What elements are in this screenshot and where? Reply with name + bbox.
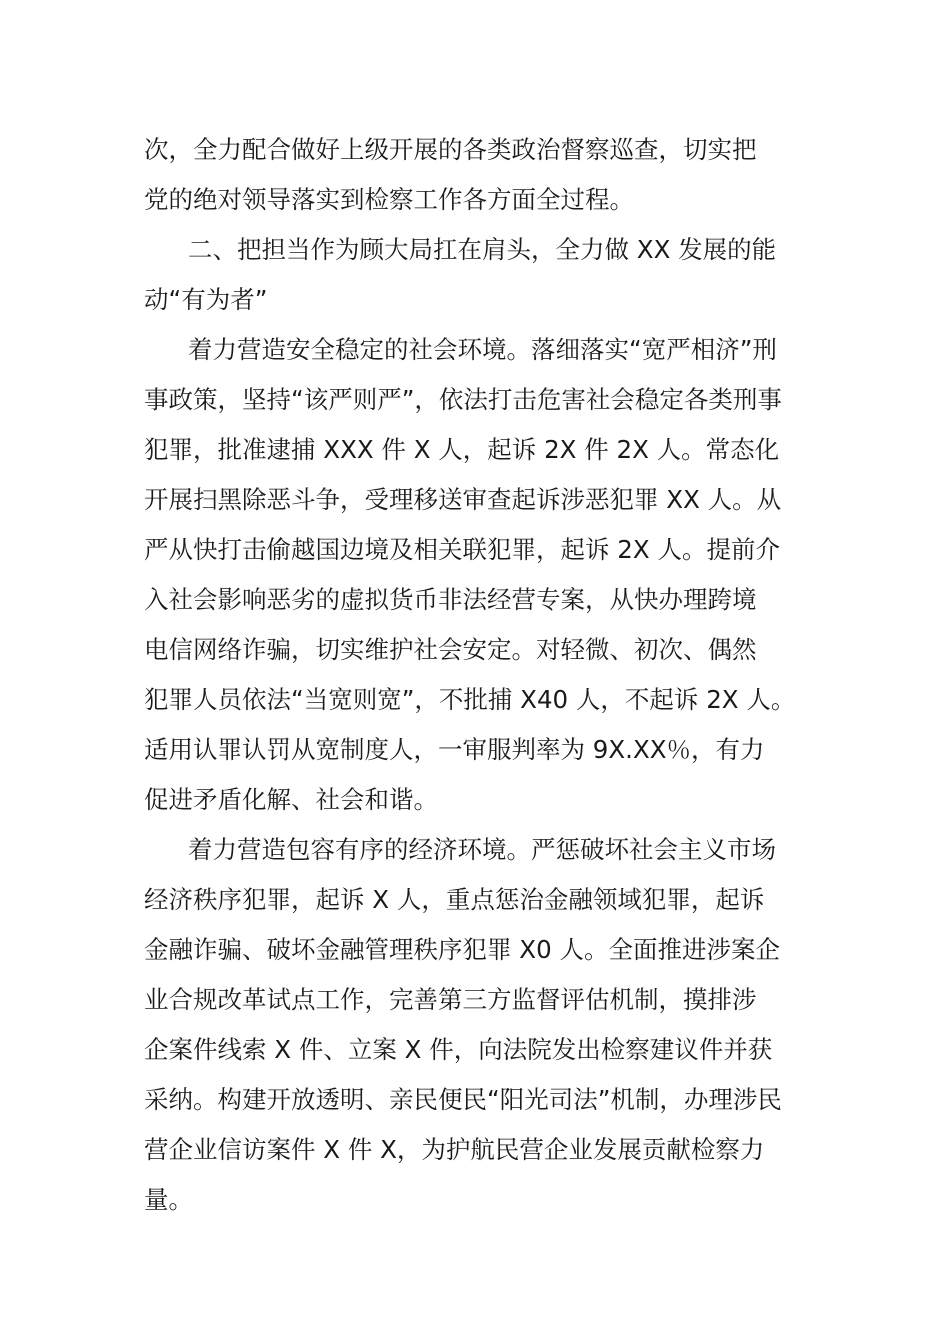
text-line: 党的绝对领导落实到检察工作各方面全过程。 [144, 185, 634, 214]
text-line: 电信网络诈骗，切实维护社会安定。对轻微、初次、偶然 [144, 635, 757, 664]
text-line: 入社会影响恶劣的虚拟货币非法经营专案，从快办理跨境 [144, 585, 757, 614]
text-line: 促进矛盾化解、社会和谐。 [144, 785, 438, 814]
section-heading [144, 225, 808, 325]
text-line: 量。 [144, 1185, 193, 1214]
text-line: 采纳。构建开放透明、亲民便民“阳光司法”机制，办理涉民 [144, 1085, 782, 1114]
text-line: 开展扫黑除恶斗争，受理移送审查起诉涉恶犯罪 XX 人。从 [144, 485, 782, 514]
text-line: 营企业信访案件 X 件 X，为护航民营企业发展贡献检察力 [144, 1135, 765, 1164]
heading-line: 二、把担当作为顾大局扛在肩头，全力做 XX 发展的能 [188, 235, 777, 264]
text-line: 业合规改革试点工作，完善第三方监督评估机制，摸排涉 [144, 985, 757, 1014]
text-line: 着力营造安全稳定的社会环境。落细落实“宽严相济”刑 [188, 335, 777, 364]
text-line: 严从快打击偷越国边境及相关联犯罪，起诉 2X 人。提前介 [144, 535, 780, 564]
text-line: 金融诈骗、破坏金融管理秩序犯罪 X0 人。全面推进涉案企 [144, 935, 780, 964]
text-line: 犯罪，批准逮捕 XXX 件 X 人，起诉 2X 件 2X 人。常态化 [144, 435, 780, 464]
text-line: 经济秩序犯罪，起诉 X 人，重点惩治金融领域犯罪，起诉 [144, 885, 765, 914]
paragraph-economic-environment [144, 825, 808, 1225]
text-line: 着力营造包容有序的经济环境。严惩破坏社会主义市场 [188, 835, 776, 864]
text-line: 企案件线索 X 件、立案 X 件，向法院发出检察建议件并获 [144, 1035, 773, 1064]
paragraph-social-environment [144, 325, 808, 825]
heading-line: 动“有为者” [144, 285, 268, 314]
text-line: 犯罪人员依法“当宽则宽”，不批捕 X40 人，不起诉 2X 人。 [144, 685, 796, 714]
text-line: 适用认罪认罚从宽制度人，一审服判率为 9X.XX％，有力 [144, 735, 765, 764]
paragraph-continuation [144, 125, 808, 225]
text-line: 次，全力配合做好上级开展的各类政治督察巡查，切实把 [144, 135, 757, 164]
document-body [144, 125, 808, 1225]
text-line: 事政策，坚持“该严则严”，依法打击危害社会稳定各类刑事 [144, 385, 782, 414]
